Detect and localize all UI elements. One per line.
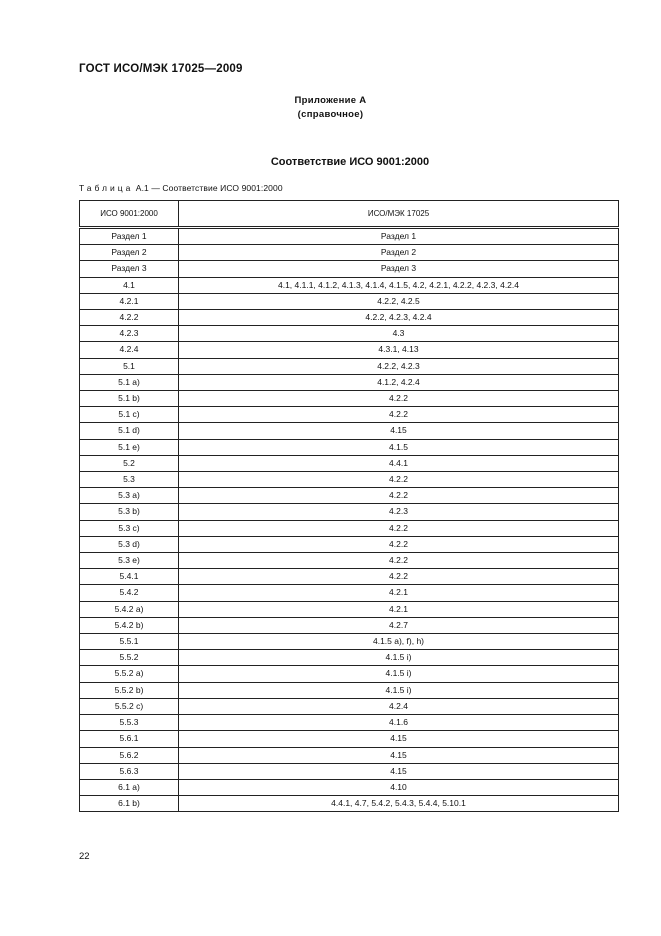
table-row: [80, 634, 619, 650]
cell-iso17025-clauses: 4.2.2, 4.2.3, 4.2.4: [179, 310, 619, 326]
cell-iso9001-clause: 5.6.2: [80, 747, 179, 763]
page-number: 22: [79, 851, 90, 862]
cell-iso9001-clause: 5.5.2: [80, 650, 179, 666]
cell-iso9001-clause: 5.5.3: [80, 715, 179, 731]
table-row: [80, 553, 619, 569]
cell-iso17025-clauses: 4.2.3: [179, 504, 619, 520]
cell-iso17025-clauses: 4.2.7: [179, 617, 619, 633]
table-row: [80, 763, 619, 779]
cell-iso17025-clauses: 4.2.2, 4.2.5: [179, 293, 619, 309]
cell-iso17025-clauses: 4.1.5: [179, 439, 619, 455]
cell-iso9001-clause: 5.4.1: [80, 569, 179, 585]
cell-iso17025-clauses: 4.3: [179, 326, 619, 342]
cell-iso9001-clause: 5.1 c): [80, 407, 179, 423]
cell-iso9001-clause: 5.1 e): [80, 439, 179, 455]
table-header-row: [80, 201, 619, 228]
cell-iso17025-clauses: 4.1.6: [179, 715, 619, 731]
cell-iso9001-clause: Раздел 1: [80, 228, 179, 245]
cell-iso17025-clauses: Раздел 3: [179, 261, 619, 277]
table-row: [80, 731, 619, 747]
cell-iso17025-clauses: 4.2.1: [179, 601, 619, 617]
cell-iso9001-clause: 5.5.1: [80, 634, 179, 650]
table-row: [80, 245, 619, 261]
cell-iso17025-clauses: 4.1.5 i): [179, 650, 619, 666]
table-row: [80, 796, 619, 812]
cell-iso17025-clauses: 4.10: [179, 779, 619, 795]
cell-iso17025-clauses: 4.2.2: [179, 472, 619, 488]
cell-iso9001-clause: Раздел 2: [80, 245, 179, 261]
table-row: [80, 310, 619, 326]
cell-iso17025-clauses: 4.2.2: [179, 536, 619, 552]
table-row: [80, 504, 619, 520]
cell-iso9001-clause: 5.3: [80, 472, 179, 488]
cell-iso9001-clause: 5.3 c): [80, 520, 179, 536]
cell-iso17025-clauses: 4.15: [179, 423, 619, 439]
table-caption-label: Таблица: [79, 183, 134, 193]
table-row: [80, 455, 619, 471]
cell-iso17025-clauses: 4.2.2: [179, 553, 619, 569]
cell-iso9001-clause: 5.5.2 a): [80, 666, 179, 682]
annex-title: Приложение А: [294, 95, 367, 106]
annex-subtitle: (справочное): [297, 109, 364, 120]
cell-iso9001-clause: 5.3 e): [80, 553, 179, 569]
cell-iso9001-clause: 4.2.2: [80, 310, 179, 326]
cell-iso9001-clause: 4.2.4: [80, 342, 179, 358]
table-row: [80, 617, 619, 633]
cell-iso17025-clauses: 4.1, 4.1.1, 4.1.2, 4.1.3, 4.1.4, 4.1.5, 4.2, 4.2.1, 4.2.2, 4.2.3, 4.2.4: [179, 277, 619, 293]
cell-iso9001-clause: 5.6.3: [80, 763, 179, 779]
cell-iso9001-clause: 5.6.1: [80, 731, 179, 747]
cell-iso9001-clause: 6.1 a): [80, 779, 179, 795]
cell-iso17025-clauses: 4.1.2, 4.2.4: [179, 374, 619, 390]
document-header: ГОСТ ИСО/МЭК 17025—2009: [79, 63, 243, 75]
cell-iso9001-clause: 5.1 b): [80, 391, 179, 407]
cell-iso9001-clause: 5.1 d): [80, 423, 179, 439]
table-row: [80, 569, 619, 585]
table-row: [80, 472, 619, 488]
cell-iso17025-clauses: 4.15: [179, 763, 619, 779]
cell-iso17025-clauses: 4.15: [179, 731, 619, 747]
cell-iso17025-clauses: 4.1.5 i): [179, 666, 619, 682]
cell-iso9001-clause: 5.2: [80, 455, 179, 471]
table-row: [80, 423, 619, 439]
table-caption-text: А.1 — Соответствие ИСО 9001:2000: [135, 183, 283, 193]
table-row: [80, 277, 619, 293]
table-row: [80, 585, 619, 601]
table-row: [80, 358, 619, 374]
cell-iso17025-clauses: 4.2.2: [179, 520, 619, 536]
section-title: Соответствие ИСО 9001:2000: [270, 156, 430, 168]
column-header-iso9001: ИСО 9001:2000: [80, 201, 179, 228]
cell-iso17025-clauses: 4.2.2: [179, 569, 619, 585]
table-row: [80, 261, 619, 277]
table-row: [80, 520, 619, 536]
table-row: [80, 715, 619, 731]
cell-iso9001-clause: 5.3 b): [80, 504, 179, 520]
cell-iso17025-clauses: 4.2.2: [179, 407, 619, 423]
cell-iso17025-clauses: 4.2.2: [179, 488, 619, 504]
cell-iso17025-clauses: 4.4.1, 4.7, 5.4.2, 5.4.3, 5.4.4, 5.10.1: [179, 796, 619, 812]
cell-iso9001-clause: 6.1 b): [80, 796, 179, 812]
table-row: [80, 666, 619, 682]
table-row: [80, 374, 619, 390]
cell-iso17025-clauses: 4.4.1: [179, 455, 619, 471]
table-row: [80, 536, 619, 552]
table-row: [80, 698, 619, 714]
cell-iso17025-clauses: 4.2.4: [179, 698, 619, 714]
table-row: [80, 342, 619, 358]
cell-iso17025-clauses: Раздел 2: [179, 245, 619, 261]
correspondence-table: [79, 200, 619, 812]
column-header-iso17025: ИСО/МЭК 17025: [179, 201, 619, 228]
cell-iso9001-clause: 4.1: [80, 277, 179, 293]
cell-iso9001-clause: 5.1: [80, 358, 179, 374]
table-row: [80, 650, 619, 666]
cell-iso9001-clause: 4.2.3: [80, 326, 179, 342]
cell-iso9001-clause: 5.5.2 c): [80, 698, 179, 714]
table-row: [80, 488, 619, 504]
cell-iso9001-clause: 5.3 a): [80, 488, 179, 504]
cell-iso9001-clause: 5.1 a): [80, 374, 179, 390]
cell-iso17025-clauses: 4.2.2: [179, 391, 619, 407]
cell-iso9001-clause: 5.4.2 b): [80, 617, 179, 633]
cell-iso17025-clauses: Раздел 1: [179, 228, 619, 245]
cell-iso9001-clause: 5.4.2 a): [80, 601, 179, 617]
table-row: [80, 293, 619, 309]
table-row: [80, 682, 619, 698]
cell-iso9001-clause: 5.3 d): [80, 536, 179, 552]
cell-iso9001-clause: 5.4.2: [80, 585, 179, 601]
table-row: [80, 601, 619, 617]
cell-iso9001-clause: 4.2.1: [80, 293, 179, 309]
cell-iso17025-clauses: 4.2.1: [179, 585, 619, 601]
cell-iso17025-clauses: 4.1.5 i): [179, 682, 619, 698]
cell-iso17025-clauses: 4.3.1, 4.13: [179, 342, 619, 358]
cell-iso9001-clause: 5.5.2 b): [80, 682, 179, 698]
table-row: [80, 391, 619, 407]
table-caption: [79, 183, 283, 193]
table-row: [80, 228, 619, 245]
table-row: [80, 407, 619, 423]
cell-iso17025-clauses: 4.2.2, 4.2.3: [179, 358, 619, 374]
table-row: [80, 439, 619, 455]
table-row: [80, 779, 619, 795]
table-row: [80, 747, 619, 763]
cell-iso17025-clauses: 4.1.5 a), f), h): [179, 634, 619, 650]
cell-iso9001-clause: Раздел 3: [80, 261, 179, 277]
cell-iso17025-clauses: 4.15: [179, 747, 619, 763]
table-row: [80, 326, 619, 342]
table-body: [80, 228, 619, 812]
